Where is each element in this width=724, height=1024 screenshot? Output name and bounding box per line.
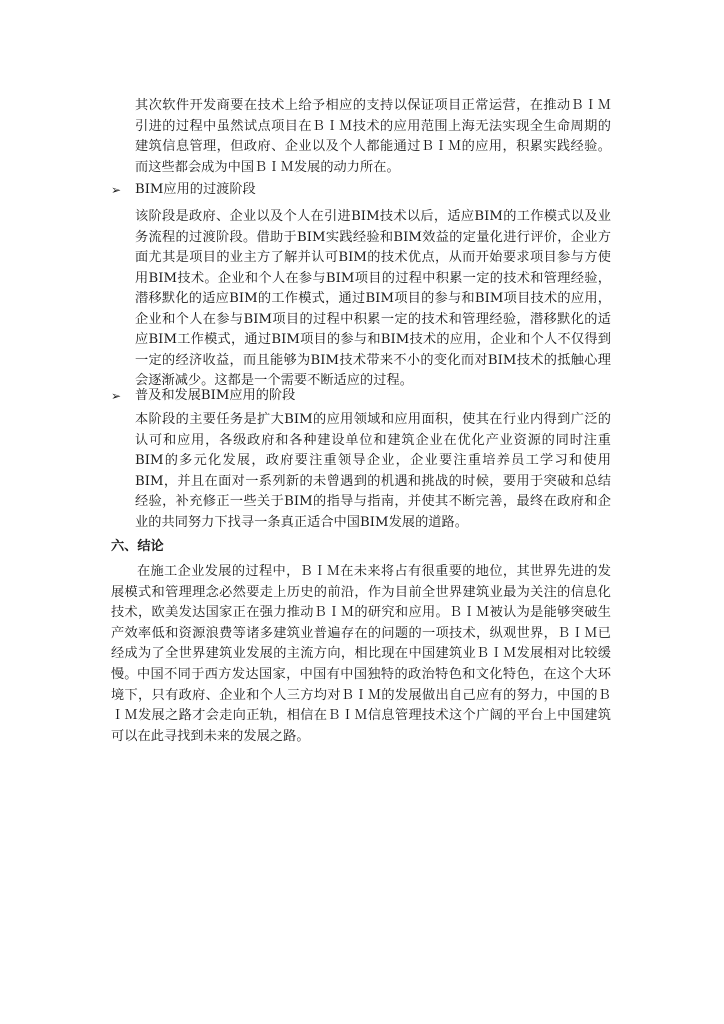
bullet-label: BIM应用的过渡阶段 bbox=[135, 182, 256, 197]
section-heading-conclusion: 六、结论 bbox=[111, 539, 164, 554]
paragraph-text: 在施工企业发展的过程中，ＢＩＭ在未来将占有很重要的地位，其世界先进的发展模式和管理理念必然要走上历史的前沿，作为目前全世界建筑业最为关注的信息化技术，欧美发达国家正在强力推动ＢＩＭ的研究和应用。ＢＩＭ被认为是能够突破生产效率低和资源浪费等诸多建筑业普遍存在的问题的一项技术，纵观世界，ＢＩＭ已经成为了全世界建筑业发展的主流方向，相比现在中国建筑业ＢＩＭ发展相对比较缓慢。 bbox=[111, 564, 611, 682]
arrow-bullet-icon: ➢ bbox=[111, 389, 122, 403]
bullet-popularization-stage bbox=[111, 386, 611, 406]
bullet-transition-stage bbox=[111, 180, 611, 200]
paragraph-text: 其次软件开发商要在技术上给予相应的支持以保证项目正常运营，在推动ＢＩＭ引进的过程中虽然试点项目在ＢＩＭ技术的应用范围上海无法实现全生命周期的建筑信息管理，但政府、企业以及个人都能通过ＢＩＭ的应用，积累实践经验。而这些都会成为中国ＢＩＭ发展的动力所在。 bbox=[135, 98, 611, 175]
paragraph-text: 本阶段的主要任务是扩大BIM的应用领域和应用面积，使其在行业内得到广泛的认可和应用，各级政府和各种建设单位和建筑企业在优化产业资源的同时注重BIM的多元化发展，政府要注重领导企业，企业要注重培养员工学习和使用BIM，并且在面对一系列新的未曾遇到的机遇和挑战的时候，要用于突破和总结经验，补充修正一些关于BIM的指导与指南，并使其不断完善，最终在政府和企业的共同努力下找寻一条真正适合中国BIM发展的道路。 bbox=[135, 412, 611, 530]
paragraph-popularization-stage bbox=[135, 410, 611, 533]
paragraph-software-support bbox=[135, 96, 611, 178]
arrow-bullet-icon: ➢ bbox=[111, 183, 122, 197]
bullet-label: 普及和发展BIM应用的阶段 bbox=[135, 388, 296, 403]
paragraph-text: 中国不同于西方发达国家，中国有中国独特的政治特色和文化特色，在这个大环境下，只有政府、企业和个人三方均对ＢＩＭ的发展做出自己应有的努力，中国的ＢＩＭ发展之路才会走向正轨，相信在ＢＩＭ信息管理技术这个广阔的平台上中国建筑可以在此寻找到未来的发展之路。 bbox=[111, 667, 611, 744]
paragraph-text: 该阶段是政府、企业以及个人在引进BIM技术以后，适应BIM的工作模式以及业务流程的过渡阶段。借助于BIM实践经验和BIM效益的定量化进行评价，企业方面尤其是项目的业主方了解并认可BIM的技术优点，从而开始要求项目参与方使用BIM技术。企业和个人在参与BIM项目的过程中积累一定的技术和管理经验，潜移默化的适应BIM的工作模式，通过BIM项目的参与和BIM项目技术的应用，企业和个人在参与BIM项目的过程中积累一定的技术和管理经验，潜移默化的适应BIM工作模式，通过BIM项目的参与和BIM技术的应用，企业和个人不仅得到一定的经济收益，而且能够为BIM技术带来不小的变化而对BIM技术的抵触心理会逐渐减少。这都是一个需要不断适应的过程。 bbox=[135, 209, 611, 388]
paragraph-conclusion-2 bbox=[111, 665, 611, 747]
paragraph-transition-stage bbox=[135, 207, 611, 392]
